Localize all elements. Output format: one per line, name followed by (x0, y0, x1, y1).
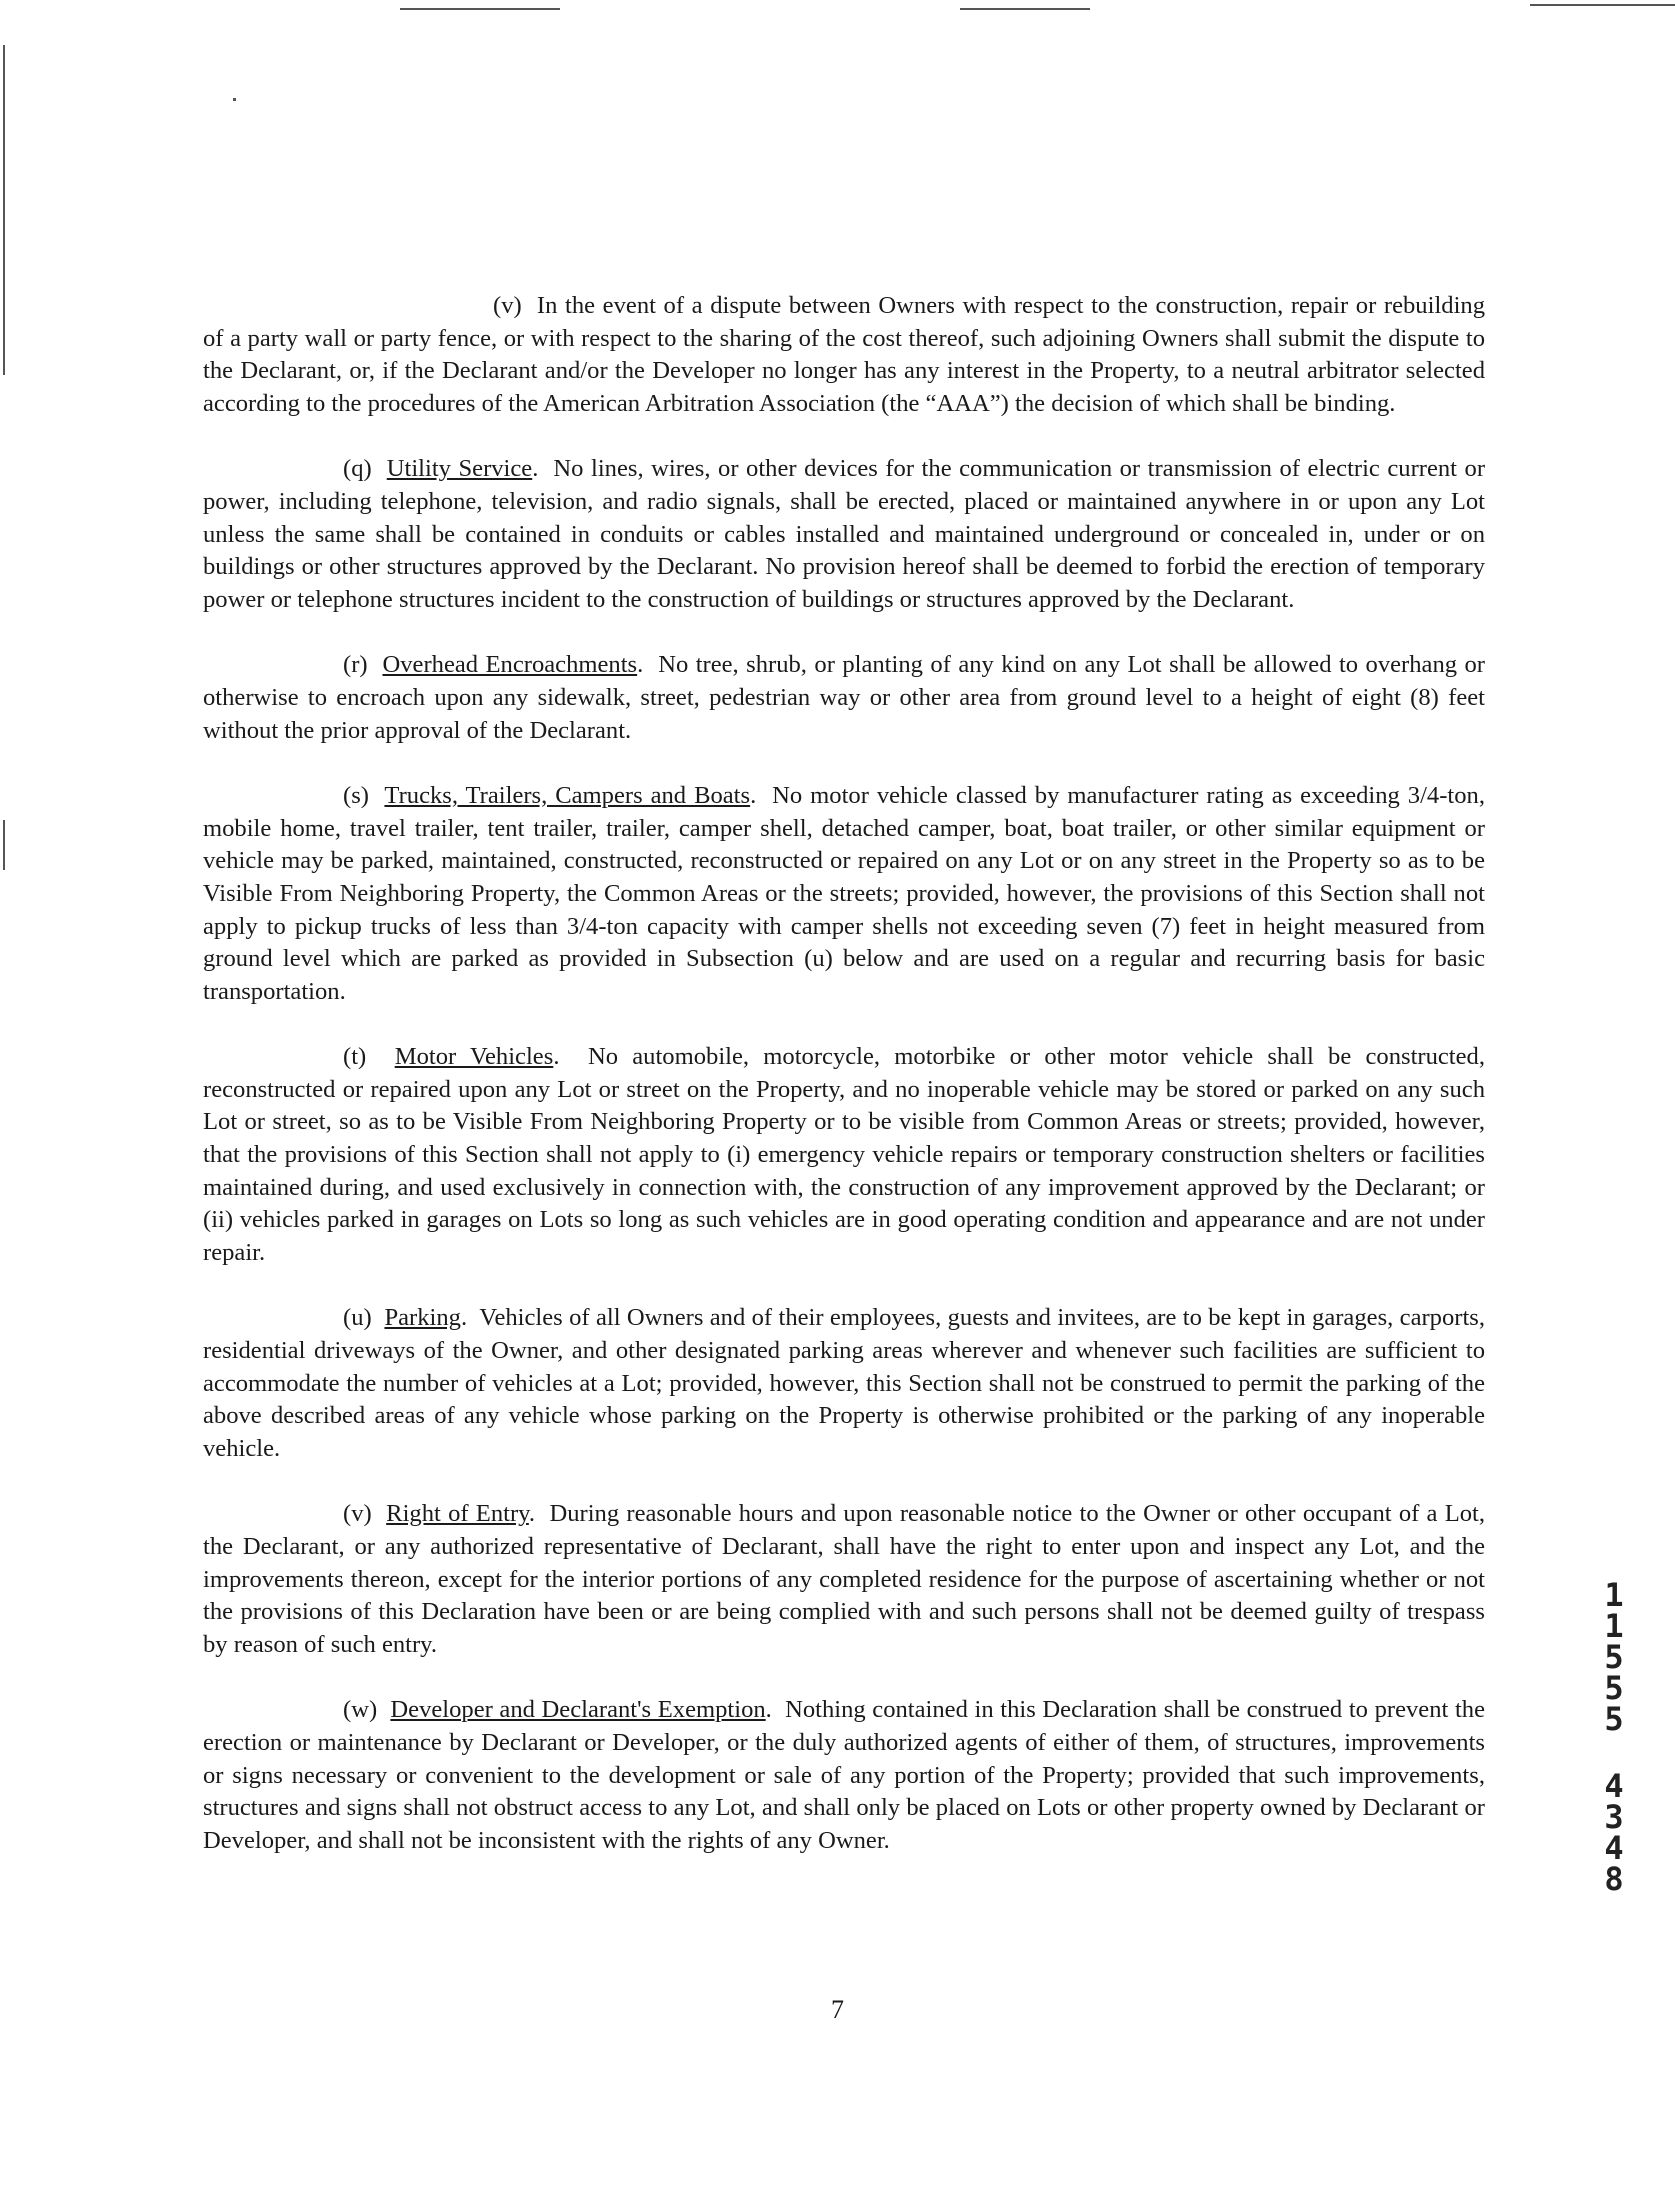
paragraph-text: No motor vehicle classed by manufacturer rating as exceeding 3/4-ton, mobile home, travel trailer, tent trailer, trailer, camper shell, detached camper, boat, boat trailer, or other similar equipment or vehicle may be parked, maintained, constructed, reconstructed or repaired on any Lot or on any street in the Property so as to be Visible From Neighboring Property, the Common Areas or the streets; provided, however, the provisions of this Section shall not apply to pickup trucks of less than 3/4-ton capacity with camper shells not exceeding seven (7) feet in height measured from ground level which are parked as provided in Subsection (u) below and are used on a regular and recurring basis for basic transportation. (203, 782, 1485, 1005)
paragraph-label: (r) (343, 651, 368, 679)
paragraph-text: During reasonable hours and upon reasonable notice to the Owner or other occupant of a Lot, the Declarant, or any authorized representative of Declarant, shall have the right to enter upon and inspect any Lot, and the improvements thereon, except for the interior portions of any completed residence for the purpose of ascertaining whether or not the provisions of this Declaration have been or are being complied with and such persons shall not be deemed guilty of trespass by reason of such entry. (203, 1500, 1486, 1658)
scan-mark-top-1 (400, 8, 560, 10)
stamp-digit: 5 (1604, 1638, 1624, 1676)
paragraph-label: (v) (343, 1500, 372, 1528)
paragraph-label: (u) (343, 1304, 372, 1332)
stamp-digit: 3 (1604, 1798, 1624, 1836)
paragraph-q-utility-service: (q) Utility Service. No lines, wires, or other devices for the communication or transmission of electric current or power, including telephone, television, and radio signals, shall be erected, placed or maintained anywhere in or upon any Lot unless the same shall be contained in conduits or cables installed and maintained underground or concealed in, under or on buildings or other structures approved by the Declarant. No provision hereof shall be deemed to forbid the erection of temporary power or telephone structures incident to the construction of buildings or structures approved by the Declarant. (203, 455, 1486, 613)
stamp-digit: 1 (1604, 1607, 1624, 1645)
stamp-digit: 5 (1604, 1669, 1624, 1707)
paragraph-w-developer-exemption: (w) Developer and Declarant's Exemption. Nothing contained in this Declaration shall be construed to prevent the erection or maintenance by Declarant or Developer, or the duly authorized agents of either of them, of structures, improvements or signs necessary or convenient to the development or sale of any portion of the Property; provided that such improvements, structures and signs shall not obstruct access to any Lot, and shall only be placed on Lots or other property owned by Declarant or Developer, and shall not be inconsistent with the rights of any Owner. (203, 1696, 1485, 1854)
paragraph-heading: Trucks, Trailers, Campers and Boats (384, 782, 751, 810)
paragraph-v-dispute (203, 290, 1485, 420)
paragraph-label: (w) (343, 1696, 378, 1724)
stamp-digit: 4 (1604, 1767, 1624, 1805)
paragraph-text: No tree, shrub, or planting of any kind on any Lot shall be allowed to overhang or otherwise to encroach upon any sidewalk, street, pedestrian way or other area from ground level to a height of eight (8) feet without the prior approval of the Declarant. (203, 651, 1485, 744)
document-body (203, 290, 1485, 1890)
paragraph-label: (s) (343, 782, 369, 810)
stamp-digit: 8 (1604, 1860, 1624, 1898)
paragraph-heading: Developer and Declarant's Exemption (390, 1696, 766, 1724)
paragraph-heading: Motor Vehicles (394, 1043, 554, 1071)
stamp-digit: 4 (1604, 1829, 1624, 1867)
recording-number-stamp (1597, 1576, 1631, 1898)
scan-mark-dot (233, 98, 236, 101)
paragraph-text: In the event of a dispute between Owners with respect to the construction, repair or rebuilding of a party wall or party fence, or with respect to the sharing of the cost thereof, such adjoining Owners shall submit the dispute to the Declarant, or, if the Declarant and/or the Developer no longer has any interest in the Property, to a neutral arbitrator selected according to the procedures of the American Arbitration Association (the “AAA”) the decision of which shall be binding. (203, 292, 1485, 417)
paragraph-text: Nothing contained in this Declaration shall be construed to prevent the erection or maintenance by Declarant or Developer, or the duly authorized agents of either of them, of structures, improvements or signs necessary or convenient to the development or sale of any portion of the Property; provided that such improvements, structures and signs shall not obstruct access to any Lot, and shall only be placed on Lots or other property owned by Declarant or Developer, and shall not be inconsistent with the rights of any Owner. (203, 1696, 1485, 1854)
paragraph-heading: Right of Entry (386, 1500, 529, 1528)
paragraph-heading: Overhead Encroachments (382, 651, 638, 679)
paragraph-t-motor-vehicles: (t) Motor Vehicles. No automobile, motorcycle, motorbike or other motor vehicle shall be constructed, reconstructed or repaired upon any Lot or street on the Property, and no inoperable vehicle may be stored or parked on any such Lot or street, so as to be Visible From Neighboring Property or to be visible from Common Areas or streets; provided, however, that the provisions of this Section shall not apply to (i) emergency vehicle repairs or temporary construction shelters or facilities maintained during, and used exclusively in connection with, the construction of any improvement approved by the Declarant; or (ii) vehicles parked in garages on Lots so long as such vehicles are in good operating condition and appearance and are not under repair. (203, 1043, 1486, 1266)
scan-mark-left-2 (3, 820, 5, 870)
paragraph-text: No lines, wires, or other devices for the communication or transmission of electric current or power, including telephone, television, and radio signals, shall be erected, placed or maintained anywhere in or upon any Lot unless the same shall be contained in conduits or cables installed and maintained underground or concealed in, under or on buildings or other structures approved by the Declarant. No provision hereof shall be deemed to forbid the erection of temporary power or telephone structures incident to the construction of buildings or structures approved by the Declarant. (203, 455, 1486, 613)
scan-mark-top-2 (960, 8, 1090, 10)
paragraph-label: (t) (343, 1043, 367, 1071)
paragraph-heading: Utility Service (386, 455, 533, 483)
paragraph-v-right-of-entry: (v) Right of Entry. During reasonable hours and upon reasonable notice to the Owner or other occupant of a Lot, the Declarant, or any authorized representative of Declarant, shall have the right to enter upon and inspect any Lot, and the improvements thereon, except for the interior portions of any completed residence for the purpose of ascertaining whether or not the provisions of this Declaration have been or are being complied with and such persons shall not be deemed guilty of trespass by reason of such entry. (203, 1500, 1486, 1658)
stamp-digit: 5 (1604, 1700, 1624, 1738)
page-number: 7 (831, 1995, 844, 2024)
paragraph-r-overhead-encroachments: (r) Overhead Encroachments. No tree, shrub, or planting of any kind on any Lot shall be allowed to overhang or otherwise to encroach upon any sidewalk, street, pedestrian way or other area from ground level to a height of eight (8) feet without the prior approval of the Declarant. (203, 651, 1485, 744)
paragraph-text: Vehicles of all Owners and of their employees, guests and invitees, are to be kept in garages, carports, residential driveways of the Owner, and other designated parking areas wherever and whenever such facilities are sufficient to accommodate the number of vehicles at a Lot; provided, however, this Section shall not be construed to permit the parking of the above described areas of any vehicle whose parking on the Property is otherwise prohibited or the parking of any inoperable vehicle. (203, 1304, 1486, 1462)
scan-mark-top-3 (1530, 4, 1675, 6)
paragraph-s-trucks-trailers: (s) Trucks, Trailers, Campers and Boats. No motor vehicle classed by manufacturer rating as exceeding 3/4-ton, mobile home, travel trailer, tent trailer, trailer, camper shell, detached camper, boat, boat trailer, or other similar equipment or vehicle may be parked, maintained, constructed, reconstructed or repaired on any Lot or on any street in the Property so as to be Visible From Neighboring Property, the Common Areas or the streets; provided, however, the provisions of this Section shall not apply to pickup trucks of less than 3/4-ton capacity with camper shells not exceeding seven (7) feet in height measured from ground level which are parked as provided in Subsection (u) below and are used on a regular and recurring basis for basic transportation. (203, 782, 1485, 1005)
scan-mark-left-1 (3, 45, 5, 375)
paragraph-u-parking: (u) Parking. Vehicles of all Owners and of their employees, guests and invitees, are to be kept in garages, carports, residential driveways of the Owner, and other designated parking areas wherever and whenever such facilities are sufficient to accommodate the number of vehicles at a Lot; provided, however, this Section shall not be construed to permit the parking of the above described areas of any vehicle whose parking on the Property is otherwise prohibited or the parking of any inoperable vehicle. (203, 1304, 1486, 1462)
paragraph-heading: Parking (384, 1304, 461, 1332)
stamp-digit: 1 (1604, 1576, 1624, 1614)
stamp-gap (1597, 1735, 1631, 1771)
paragraph-label: (q) (343, 455, 372, 483)
paragraph-text: No automobile, motorcycle, motorbike or other motor vehicle shall be constructed, reconstructed or repaired upon any Lot or street on the Property, and no inoperable vehicle may be stored or parked on any such Lot or street, so as to be Visible From Neighboring Property or to be visible from Common Areas or streets; provided, however, that the provisions of this Section shall not apply to (i) emergency vehicle repairs or temporary construction shelters or facilities maintained during, and used exclusively in connection with, the construction of any improvement approved by the Declarant; or (ii) vehicles parked in garages on Lots so long as such vehicles are in good operating condition and appearance and are not under repair. (203, 1043, 1486, 1266)
paragraph-label: (v) (493, 292, 522, 319)
